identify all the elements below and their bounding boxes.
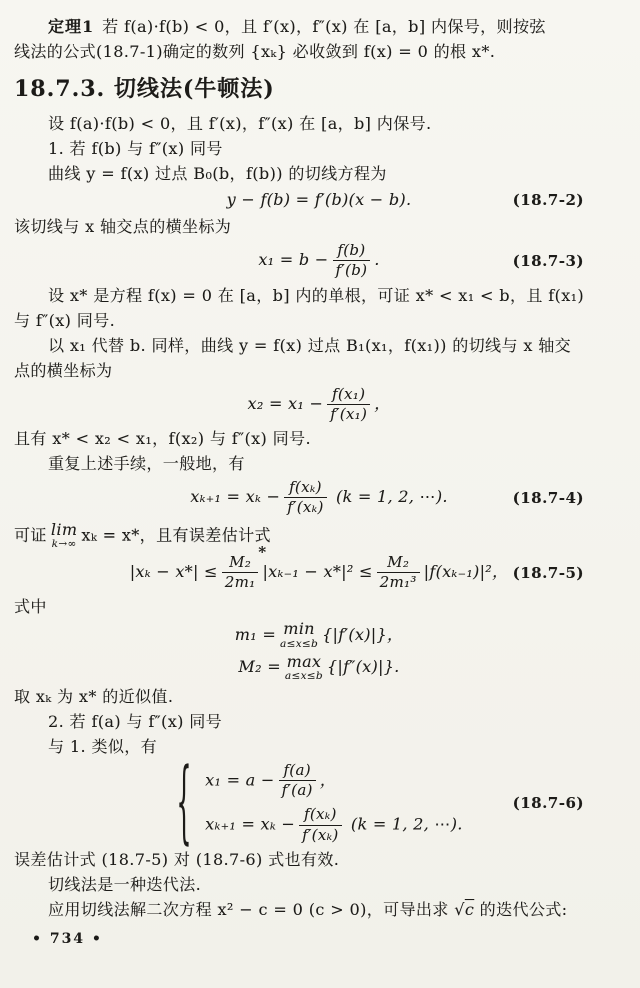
equation-label: (18.7-5)	[512, 563, 584, 582]
eq-tail: ，	[374, 393, 391, 413]
eq-tail: ，	[319, 770, 337, 790]
limit-operator	[50, 519, 78, 551]
fraction-numerator: f(a)	[283, 760, 311, 779]
equation-18-7-2	[14, 189, 624, 211]
iteration-line: 切线法是一种迭代法.	[48, 874, 202, 894]
fraction	[222, 554, 259, 592]
equation-18-7-4	[14, 479, 624, 517]
eq-tail: (k = 1, 2, ⋯).	[345, 814, 463, 834]
fraction	[299, 806, 341, 844]
replace2-line: 点的横坐标为	[14, 360, 113, 380]
sqrt-sign: √	[454, 899, 465, 919]
theorem-line-1	[14, 16, 624, 38]
max-op-subscript: a≤x≤b	[284, 670, 323, 683]
limit-post: xₖ = x*，且有误差估计式	[81, 525, 271, 545]
setup-line: 设 f(a)·f(b) < 0，且 f′(x)，f″(x) 在 [a，b] 内保号.	[48, 114, 432, 133]
min-op-subscript: a≤x≤b	[280, 638, 319, 651]
similar-line: 与 1. 类似，有	[48, 736, 158, 756]
theorem-text: 若 f(a)·f(b) < 0，且 f′(x)，f″(x) 在 [a，b] 内保号，则按弦	[102, 17, 546, 36]
max-operator	[284, 651, 323, 683]
fraction-denominator: f′(xₖ)	[299, 825, 341, 844]
eq-lhs: x₁ = a −	[205, 770, 275, 790]
equation-body	[258, 241, 380, 280]
fraction-numerator: M₂	[229, 552, 252, 571]
fraction-numerator: M₂	[387, 552, 410, 571]
equation-x2	[14, 386, 624, 424]
eq-part-1: |xₖ − x*| ≤	[129, 562, 218, 582]
curve1-line: 曲线 y = f(x) 过点 B₀(b，f(b)) 的切线方程为	[48, 164, 387, 183]
valid-line: 误差估计式 (18.7-5) 对 (18.7-6) 式也有效.	[14, 849, 340, 869]
equation-body: y − f(b) = f′(b)(x − b).	[226, 190, 412, 209]
apply-line	[14, 899, 624, 921]
equation-body	[234, 619, 404, 651]
fraction	[377, 554, 420, 592]
equation-body	[129, 542, 509, 592]
root1-line: 设 x* 是方程 f(x) = 0 在 [a，b] 内的单根，可证 x* < x₁ < b，且 f(x₁)	[48, 285, 585, 305]
fraction-denominator: f′(a)	[279, 780, 316, 799]
fraction-numerator: f(x₁)	[332, 384, 366, 403]
equation-18-7-6	[14, 748, 624, 855]
equation-body	[247, 384, 391, 423]
eq-part-2: |xₖ₋₁ − x*|² ≤	[262, 562, 373, 582]
fraction-wrap	[218, 542, 267, 592]
system-column	[205, 762, 463, 844]
fraction	[327, 386, 370, 424]
equation-system	[175, 748, 463, 855]
system-row-1	[205, 762, 336, 800]
fraction-denominator: f′(b)	[333, 260, 371, 279]
limit-op-subscript: k→∞	[51, 538, 77, 551]
eq-lhs: x₁ = b −	[258, 250, 329, 270]
fraction	[284, 479, 326, 517]
eq-part-3: |f(xₖ₋₁)|²，	[423, 562, 509, 582]
definition-M2	[14, 651, 624, 683]
where-line: 式中	[14, 597, 47, 617]
min-operator	[280, 621, 318, 649]
eq-tail: .	[374, 250, 380, 270]
limit-line	[14, 519, 624, 551]
def-lhs: m₁ =	[234, 624, 277, 644]
min-op-text: min	[283, 619, 315, 639]
system-brace: {	[176, 748, 192, 855]
root2-line: 与 f″(x) 同号.	[14, 310, 116, 330]
case2-line: 2. 若 f(a) 与 f″(x) 同号	[48, 711, 223, 731]
theorem-term: 定理1	[48, 17, 95, 36]
equation-18-7-3	[14, 242, 624, 280]
max-op-text: max	[286, 651, 322, 671]
eq-tail: (k = 1, 2, ⋯).	[330, 487, 448, 507]
fraction	[279, 762, 316, 800]
repeat-line: 重复上述手续，一般地，有	[48, 454, 245, 473]
def-body: {|f″(x)|}.	[326, 657, 400, 677]
equation-label: (18.7-3)	[512, 251, 584, 270]
equation-body	[190, 478, 448, 517]
fraction	[333, 242, 371, 280]
fraction-denominator: f′(x₁)	[327, 404, 370, 423]
equation-label: (18.7-2)	[512, 191, 584, 209]
def-lhs: M₂ =	[238, 657, 281, 677]
section-heading: 18.7.3. 切线法(牛顿法)	[14, 76, 275, 102]
eq-lhs: xₖ₊₁ = xₖ −	[205, 814, 296, 834]
sqrt-radicand: c	[464, 899, 475, 919]
limit-pre: 可证	[14, 525, 47, 545]
apply-post: 的迭代公式:	[474, 899, 568, 919]
order2-line: 且有 x* < x₂ < x₁，f(x₂) 与 f″(x) 同号.	[14, 429, 311, 448]
theorem-line-2: 线法的公式(18.7-1)确定的数列 {xₖ} 必收敛到 f(x) = 0 的根 x*.	[14, 42, 496, 61]
equation-18-7-5	[14, 542, 624, 592]
equation-body	[238, 651, 400, 683]
replace1-line: 以 x₁ 代替 b. 同样，曲线 y = f(x) 过点 B₁(x₁，f(x₁)) 的切线与 x 轴交	[48, 335, 572, 355]
case1-line: 1. 若 f(b) 与 f″(x) 同号	[48, 139, 223, 158]
eq-lhs: x₂ = x₁ −	[247, 393, 324, 413]
fraction-numerator: f(b)	[337, 241, 366, 259]
approx-line: 取 xₖ 为 x* 的近似值.	[14, 686, 174, 706]
def-body: {|f′(x)|}，	[322, 624, 404, 644]
print-artifact-star: *	[258, 542, 267, 561]
limit-op-text: lim	[50, 519, 78, 539]
equation-label: (18.7-6)	[512, 793, 584, 812]
fraction-numerator: f(xₖ)	[289, 478, 322, 496]
fraction-numerator: f(xₖ)	[303, 805, 337, 824]
definition-m1	[14, 621, 624, 649]
apply-pre: 应用切线法解二次方程 x² − c = 0 (c > 0)，可导出求	[48, 899, 455, 919]
fraction-denominator: 2m₁	[222, 572, 259, 591]
eq-lhs: xₖ₊₁ = xₖ −	[190, 487, 281, 507]
system-row-2	[205, 806, 463, 844]
page-number: • 734 •	[32, 930, 103, 947]
fraction-denominator: f′(xₖ)	[284, 497, 326, 516]
xaxis-line: 该切线与 x 轴交点的横坐标为	[14, 217, 232, 236]
equation-label: (18.7-4)	[512, 488, 584, 507]
fraction-denominator: 2m₁³	[377, 572, 420, 591]
